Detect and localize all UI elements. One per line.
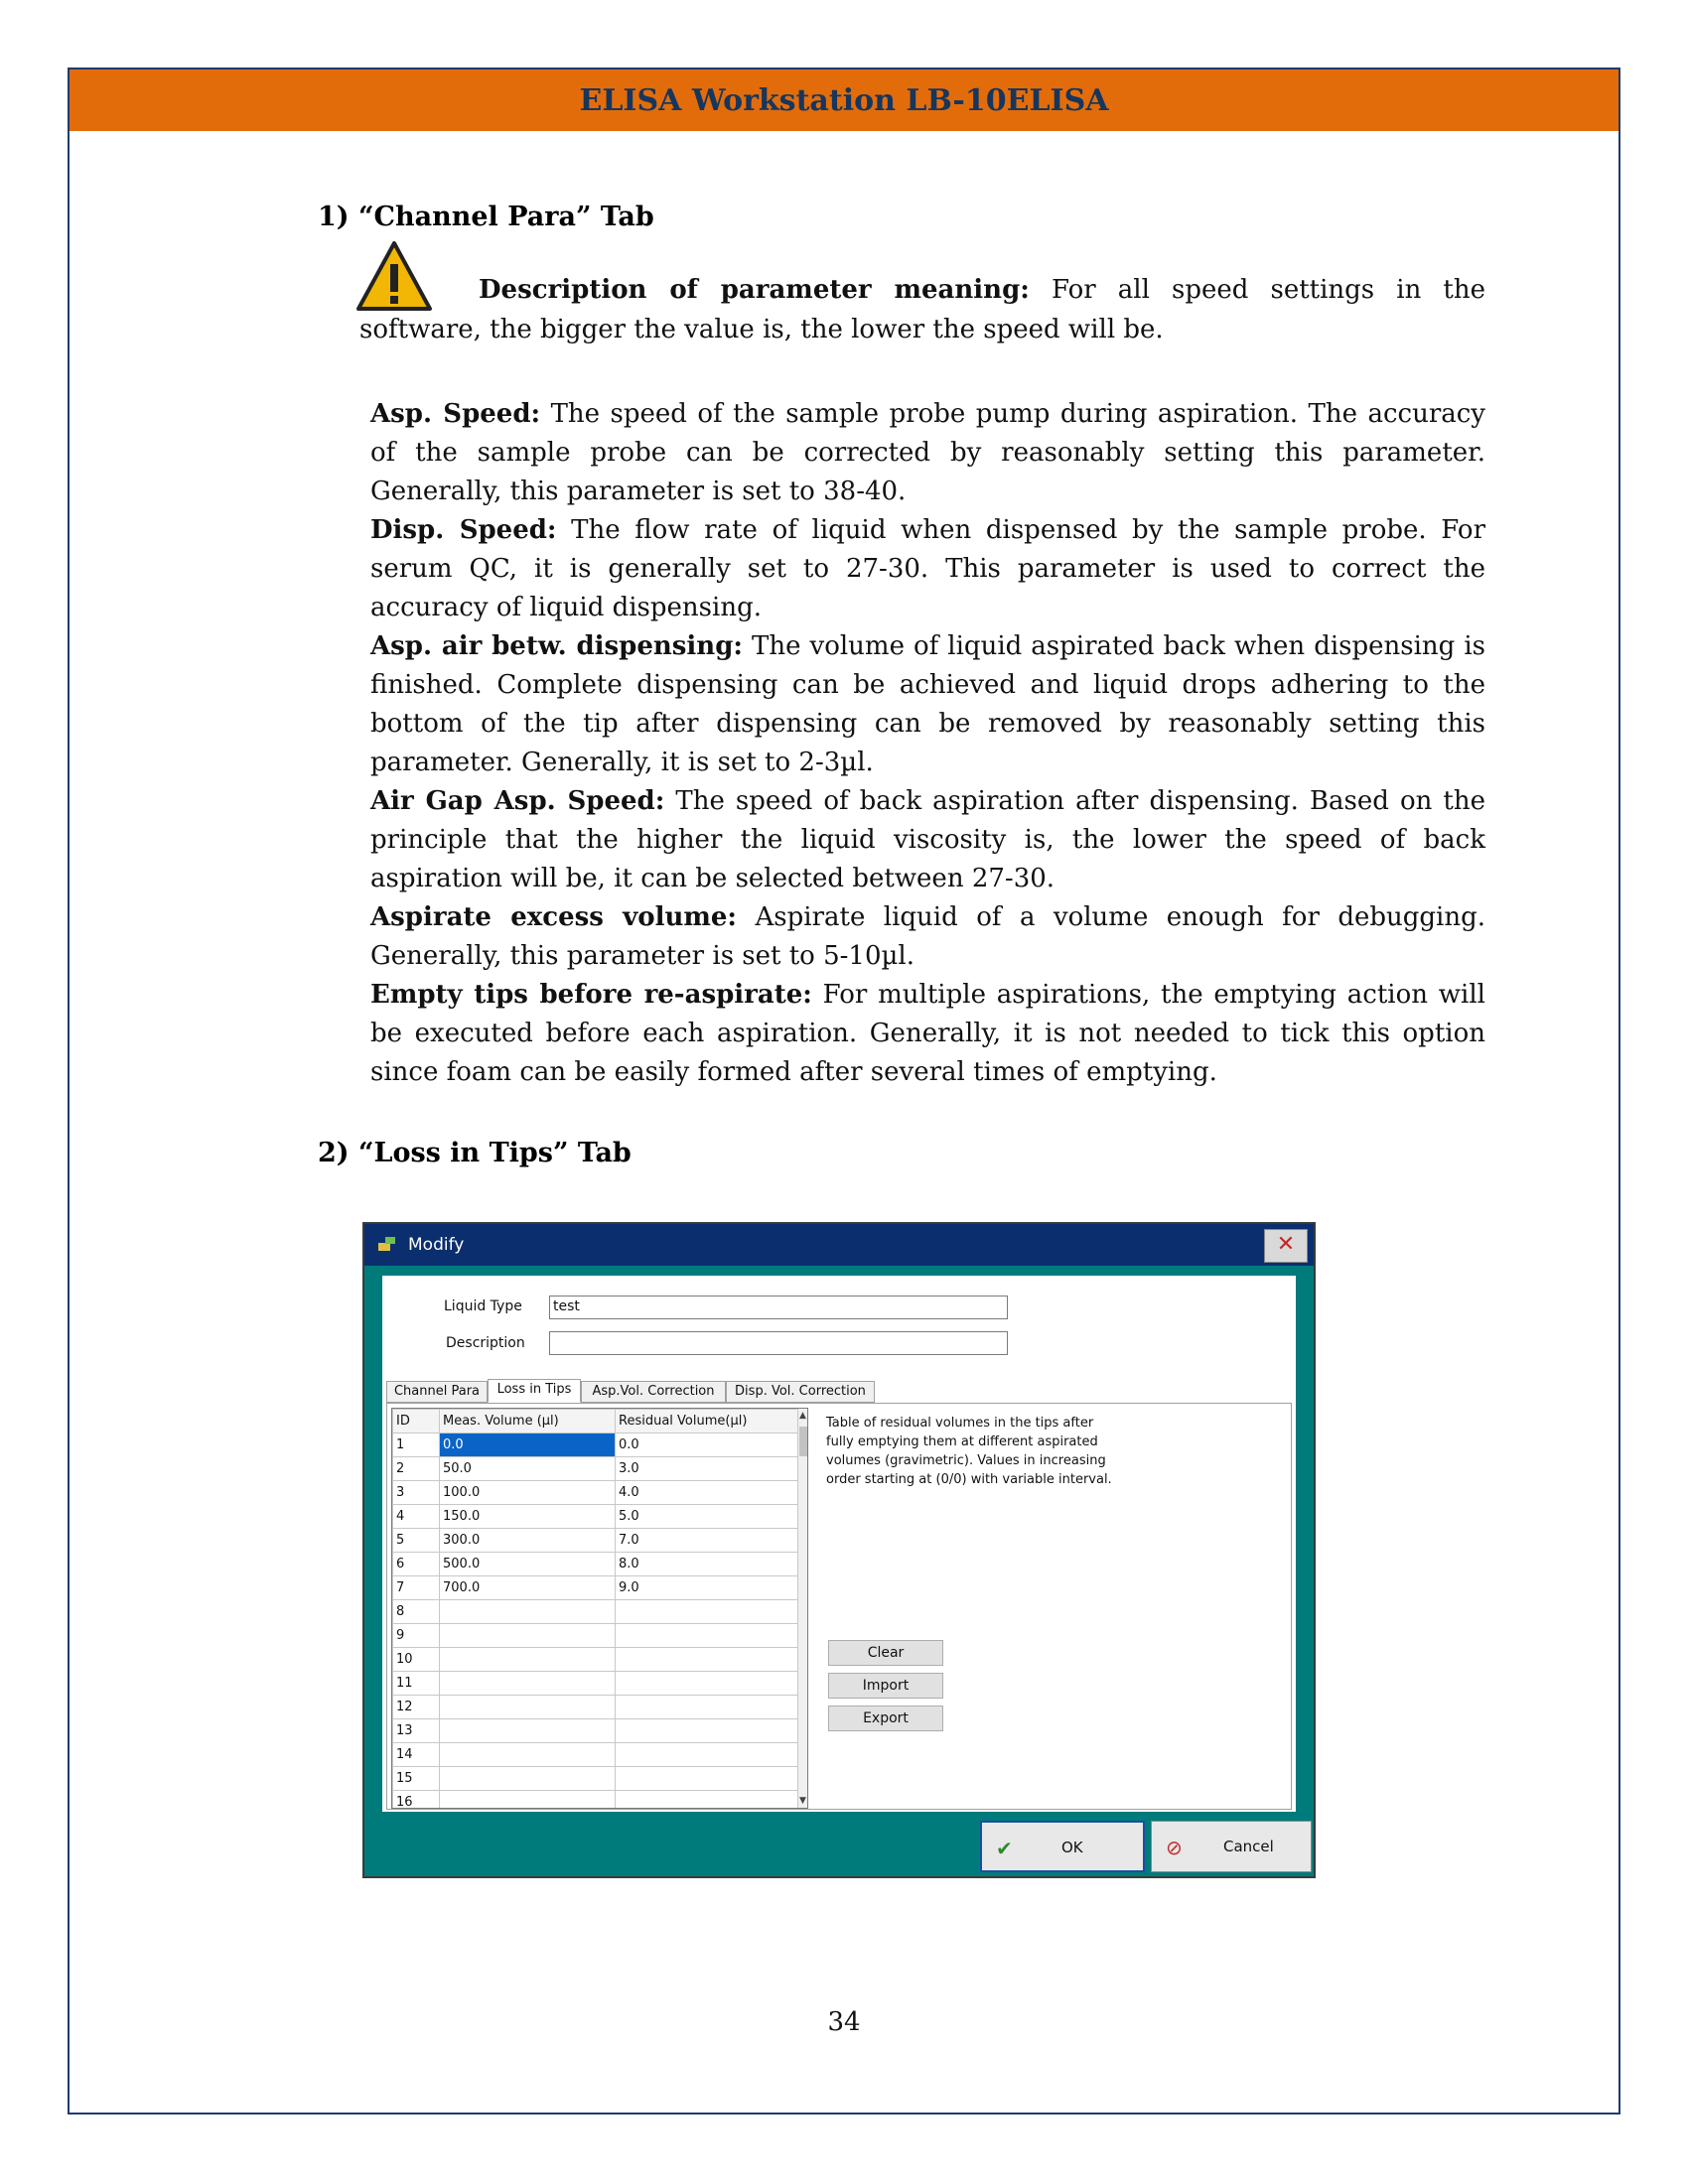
checkmark-icon: ✔	[996, 1837, 1013, 1860]
param-name: Aspirate excess volume:	[370, 902, 738, 932]
cell-residual-volume[interactable]	[616, 1767, 804, 1791]
parameter-list	[370, 395, 1485, 1092]
export-button[interactable]: Export	[828, 1706, 943, 1731]
table-row[interactable]	[393, 1696, 804, 1719]
cancel-button-label: Cancel	[1223, 1838, 1274, 1855]
table-row[interactable]	[393, 1791, 804, 1810]
liquid-type-label: Liquid Type	[444, 1298, 522, 1314]
header-id: ID	[393, 1410, 440, 1433]
clear-button[interactable]: Clear	[828, 1640, 943, 1666]
cell-meas-volume[interactable]	[440, 1743, 616, 1767]
parameter-description	[359, 270, 1485, 349]
description-label: Description	[446, 1335, 525, 1351]
cell-id[interactable]: 13	[393, 1719, 440, 1743]
param-name: Empty tips before re-aspirate:	[370, 980, 812, 1010]
tab-disp-vol-correction[interactable]: Disp. Vol. Correction	[726, 1381, 875, 1403]
cell-meas-volume[interactable]	[440, 1767, 616, 1791]
cell-id[interactable]: 15	[393, 1767, 440, 1791]
param-text: For multiple aspirations, the emptying action will be executed before each aspiration. Generally, it is not needed to tick this option since foam can be easily formed after several times of emptying.	[370, 980, 1485, 1087]
param-air-gap-asp-speed	[370, 782, 1485, 898]
ok-button[interactable]	[980, 1821, 1145, 1872]
param-name: Asp. air betw. dispensing:	[370, 631, 743, 661]
cell-id[interactable]: 3	[393, 1481, 440, 1505]
table-row[interactable]	[393, 1505, 804, 1529]
cell-residual-volume[interactable]	[616, 1600, 804, 1624]
cell-residual-volume[interactable]	[616, 1648, 804, 1672]
tab-asp-vol-correction[interactable]: Asp.Vol. Correction	[581, 1381, 726, 1403]
cell-residual-volume[interactable]	[616, 1624, 804, 1648]
cell-residual-volume[interactable]	[616, 1743, 804, 1767]
cell-meas-volume[interactable]	[440, 1672, 616, 1696]
cell-residual-volume[interactable]: 0.0	[616, 1433, 804, 1457]
ok-button-label: OK	[1061, 1839, 1083, 1856]
dialog-body	[382, 1276, 1296, 1812]
cell-id[interactable]: 9	[393, 1624, 440, 1648]
cell-meas-volume[interactable]	[440, 1648, 616, 1672]
section-title-loss-in-tips: 2) “Loss in Tips” Tab	[318, 1138, 632, 1168]
header-bar	[70, 69, 1618, 131]
table-row[interactable]	[393, 1553, 804, 1576]
cell-residual-volume[interactable]	[616, 1791, 804, 1810]
cell-meas-volume[interactable]: 500.0	[440, 1553, 616, 1576]
tab-loss-in-tips[interactable]: Loss in Tips	[488, 1379, 581, 1403]
table-row[interactable]	[393, 1648, 804, 1672]
cell-meas-volume[interactable]: 50.0	[440, 1457, 616, 1481]
table-row[interactable]	[393, 1719, 804, 1743]
cell-id[interactable]: 6	[393, 1553, 440, 1576]
cell-id[interactable]: 4	[393, 1505, 440, 1529]
param-disp-speed	[370, 511, 1485, 627]
app-icon	[376, 1234, 398, 1254]
dialog-title: Modify	[408, 1235, 465, 1255]
cell-id[interactable]: 16	[393, 1791, 440, 1810]
close-button[interactable]: ✕	[1264, 1229, 1308, 1263]
table-row[interactable]	[393, 1624, 804, 1648]
cell-id[interactable]: 7	[393, 1576, 440, 1600]
scroll-up-icon[interactable]: ▲	[799, 1411, 806, 1421]
cell-residual-volume[interactable]: 8.0	[616, 1553, 804, 1576]
param-name: Asp. Speed:	[370, 399, 541, 429]
liquid-type-input[interactable]: test	[549, 1296, 1008, 1319]
warning-text: For all speed settings in the software, the bigger the value is, the lower the speed will be.	[359, 275, 1485, 344]
cell-meas-volume[interactable]: 100.0	[440, 1481, 616, 1505]
cell-residual-volume[interactable]	[616, 1719, 804, 1743]
cell-residual-volume[interactable]: 7.0	[616, 1529, 804, 1553]
table-row[interactable]	[393, 1743, 804, 1767]
cell-meas-volume[interactable]: 0.0	[440, 1433, 616, 1457]
cell-id[interactable]: 10	[393, 1648, 440, 1672]
cell-meas-volume[interactable]	[440, 1719, 616, 1743]
cell-residual-volume[interactable]	[616, 1672, 804, 1696]
cell-id[interactable]: 2	[393, 1457, 440, 1481]
cell-id[interactable]: 12	[393, 1696, 440, 1719]
table-row[interactable]	[393, 1529, 804, 1553]
table-row[interactable]	[393, 1672, 804, 1696]
table-row[interactable]	[393, 1600, 804, 1624]
param-empty-tips	[370, 976, 1485, 1092]
cell-id[interactable]: 1	[393, 1433, 440, 1457]
param-asp-speed	[370, 395, 1485, 511]
warning-label: Description of parameter meaning:	[479, 275, 1030, 305]
loss-in-tips-panel	[386, 1403, 1292, 1810]
param-text: The volume of liquid aspirated back when dispensing is finished. Complete dispensing can be achieved and liquid drops adhering to the bottom of the tip after dispensing can be removed by reasonably setting this parameter. Generally, it is set to 2-3µl.	[370, 631, 1486, 777]
description-input[interactable]	[549, 1331, 1008, 1355]
cell-meas-volume[interactable]: 150.0	[440, 1505, 616, 1529]
cell-residual-volume[interactable]: 4.0	[616, 1481, 804, 1505]
param-text: The flow rate of liquid when dispensed by the sample probe. For serum QC, it is generally set to 27-30. This parameter is used to correct the accuracy of liquid dispensing.	[370, 515, 1485, 622]
section-title-channel-para: 1) “Channel Para” Tab	[318, 202, 654, 232]
table-row[interactable]	[393, 1767, 804, 1791]
param-aspirate-excess-volume	[370, 898, 1485, 976]
dialog-title-bar	[364, 1224, 1314, 1266]
residual-volume-table[interactable]	[391, 1408, 808, 1809]
cell-residual-volume[interactable]: 9.0	[616, 1576, 804, 1600]
cell-id[interactable]: 5	[393, 1529, 440, 1553]
cell-residual-volume[interactable]: 3.0	[616, 1457, 804, 1481]
table-row[interactable]	[393, 1457, 804, 1481]
cell-meas-volume[interactable]	[440, 1791, 616, 1810]
page-number: 34	[827, 2007, 861, 2037]
table-header-row	[393, 1410, 804, 1433]
param-name: Disp. Speed:	[370, 515, 557, 545]
scroll-thumb[interactable]	[799, 1427, 808, 1456]
param-text: The speed of the sample probe pump during aspiration. The accuracy of the sample probe can be corrected by reasonably setting this parameter. Generally, this parameter is set to 38-40.	[370, 399, 1485, 506]
header-residual-volume: Residual Volume(µl)	[616, 1410, 804, 1433]
cancel-icon: ⊘	[1166, 1836, 1183, 1859]
table-row[interactable]	[393, 1433, 804, 1457]
tab-channel-para[interactable]: Channel Para	[386, 1381, 488, 1403]
param-name: Air Gap Asp. Speed:	[370, 786, 665, 816]
table-help-text: Table of residual volumes in the tips after fully emptying them at different aspirated volumes (gravimetric). Values in increasing order starting at (0/0) with variable interval.	[826, 1416, 1112, 1487]
cell-id[interactable]: 11	[393, 1672, 440, 1696]
cell-meas-volume[interactable]	[440, 1624, 616, 1648]
table-scrollbar[interactable]	[797, 1409, 808, 1808]
cell-id[interactable]: 8	[393, 1600, 440, 1624]
header-meas-volume: Meas. Volume (µl)	[440, 1410, 616, 1433]
param-text: Aspirate liquid of a volume enough for debugging. Generally, this parameter is set to 5-10µl.	[370, 902, 1486, 971]
cell-id[interactable]: 14	[393, 1743, 440, 1767]
import-button[interactable]: Import	[828, 1673, 943, 1699]
cell-meas-volume[interactable]: 300.0	[440, 1529, 616, 1553]
modify-dialog	[362, 1222, 1316, 1878]
cancel-button[interactable]	[1151, 1821, 1312, 1872]
cell-residual-volume[interactable]: 5.0	[616, 1505, 804, 1529]
cell-residual-volume[interactable]	[616, 1696, 804, 1719]
scroll-down-icon[interactable]: ▼	[799, 1796, 806, 1806]
cell-meas-volume[interactable]	[440, 1696, 616, 1719]
table-row[interactable]	[393, 1481, 804, 1505]
cell-meas-volume[interactable]: 700.0	[440, 1576, 616, 1600]
table-row[interactable]	[393, 1576, 804, 1600]
cell-meas-volume[interactable]	[440, 1600, 616, 1624]
header-title: ELISA Workstation LB-10ELISA	[579, 82, 1109, 118]
param-asp-air-betw-dispensing	[370, 627, 1485, 782]
param-text: The speed of back aspiration after dispensing. Based on the principle that the higher the liquid viscosity is, the lower the speed of back aspiration will be, it can be selected between 27-30.	[370, 786, 1485, 893]
